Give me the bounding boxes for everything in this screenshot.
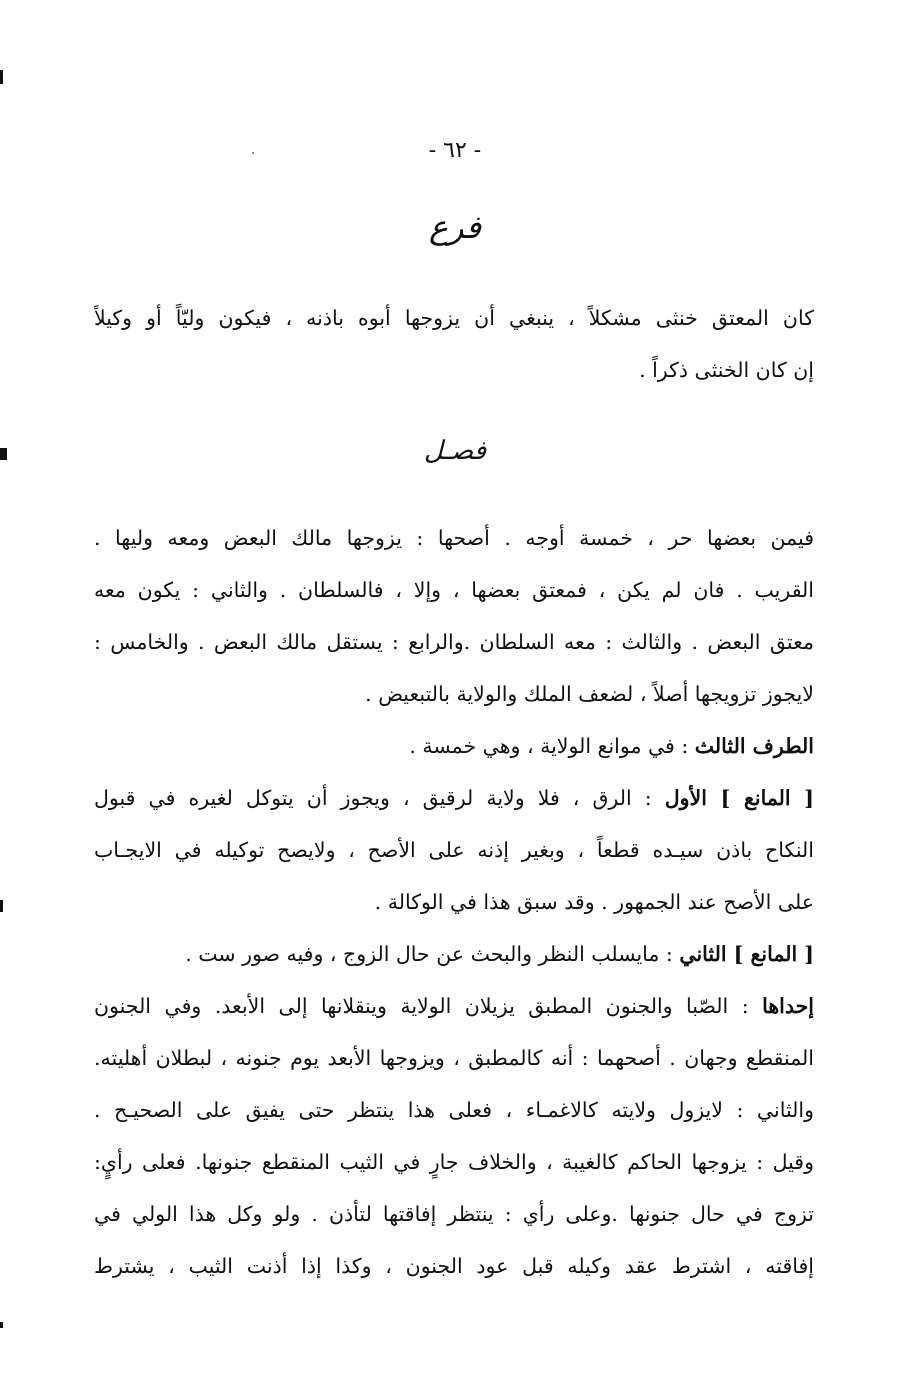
obstacle-first-label: [ المانع ] الأول [664,786,814,810]
text-line: لايجوز تزويجها أصلاً ، لضعف الملك والولاية بالتبعيض . [365,682,814,706]
text-line: وقيل : يزوجها الحاكم كالغيبة ، والخلاف جارٍ في الثيب المنقطع جنونها. فعلى رأيٍ: [94,1150,814,1174]
obstacle-second-label: [ المانع ] الثاني [679,942,814,966]
text-segment: : مايسلب النظر والبحث عن حال الزوج ، وفيه صور ست . [185,942,680,966]
text-line: على الأصح عند الجمهور . وقد سبق هذا في الوكالة . [374,890,814,914]
first-case-line [94,980,814,1032]
scan-edge-mark-bottom [0,1322,3,1328]
section-title-label: الطرف الثالث [694,734,814,758]
section-title-text: : في موانع الولاية ، وهي خمسة . [409,734,695,758]
obstacle-second-line [94,928,814,980]
text-line: تزوج في حال جنونها .وعلى رأي : ينتظر إفاقتها لتأذن . ولو وكل هذا الولي في [94,1202,814,1226]
paragraph-partially-free [94,512,814,1292]
text-line: النكاح باذن سيـده قطعاً ، وبغير إذنه على الأصح ، ولايصح توكيله في الايجـاب [94,838,814,862]
scan-edge-mark-top [0,70,3,84]
text-line: كان المعتق خنثى مشكلاً ، ينبغي أن يزوجها أبوه باذنه ، فيكون وليّاً أو وكيلاً [94,306,814,330]
text-line: إفاقته ، اشترط عقد وكيله قبل عود الجنون ، وكذا إذا أذنت الثيب ، يشترط [94,1254,814,1278]
first-case-label: إحداها [762,994,814,1018]
text-line: فيمن بعضها حر ، خمسة أوجه . أصحها : يزوجها مالك البعض ومعه وليها . [94,526,814,550]
text-line: المنقطع وجهان . أصحهما : أنه كالمطبق ، ويزوجها الأبعد يوم جنونه ، لبطلان أهليته. [94,1046,814,1070]
obstacle-first-line [94,772,814,824]
paragraph-khuntha [94,292,814,396]
heading-subsection: فرع [428,208,482,246]
text-line: القريب . فان لم يكن ، فمعتق بعضها ، وإلا ، فالسلطان . والثاني : يكون معه [94,578,814,602]
text-line: إن كان الخنثى ذكراً . [639,358,814,382]
heading-chapter: فصـل [423,436,487,466]
scan-edge-mark-lower [0,900,3,912]
section-title-line [94,720,814,772]
text-line: معتق البعض . والثالث : معه السلطان .والرابع : يستقل مالك البعض . والخامس : [94,630,814,654]
text-segment: : الصّبا والجنون المطبق يزيلان الولاية وينقلانها إلى الأبعد. وفي الجنون [94,994,763,1018]
text-segment: : الرق ، فلا ولاية لرقيق ، ويجوز أن يتوكل لغيره في قبول [94,786,665,810]
text-line: والثاني : لايزول ولايته كالاغمـاء ، فعلى هذا ينتظر حتى يفيق على الصحيـح . [94,1098,814,1122]
page-number: - ٦٢ - [428,138,482,163]
